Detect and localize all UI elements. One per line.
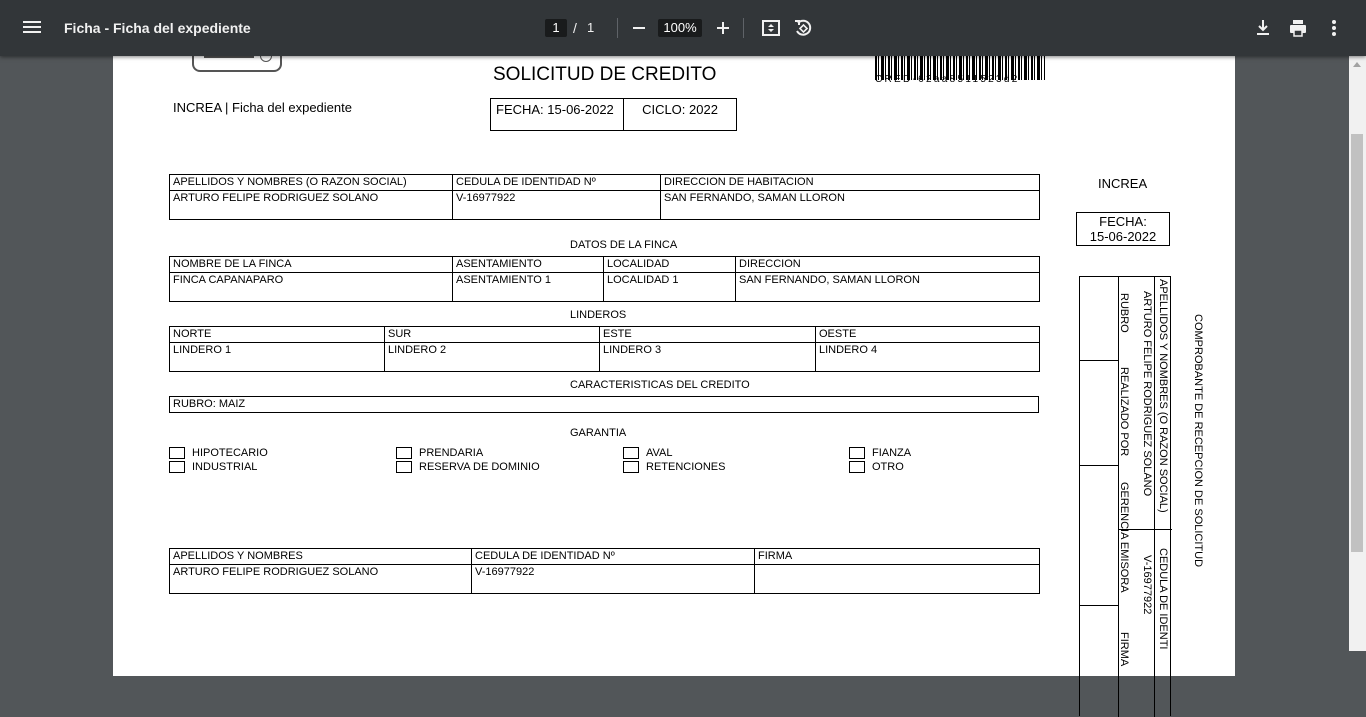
table-header: ESTE xyxy=(600,327,816,343)
table-cell: LOCALIDAD 1 xyxy=(604,273,736,302)
table-cell: LINDERO 3 xyxy=(600,343,816,372)
table-cell: SAN FERNANDO, SAMAN LLORON xyxy=(736,273,1040,302)
checkbox[interactable] xyxy=(623,461,639,473)
org-line: INCREA | Ficha del expediente xyxy=(173,100,352,115)
receipt-date-box xyxy=(1076,212,1170,246)
table-cell: LINDERO 2 xyxy=(385,343,600,372)
checkbox[interactable] xyxy=(396,447,412,459)
receipt-org: INCREA xyxy=(1098,176,1148,191)
table-cell: SAN FERNANDO, SAMAN LLORON xyxy=(661,191,1040,220)
download-icon[interactable] xyxy=(1252,17,1274,39)
receipt-gerencia-label: GERENCIA EMISORA xyxy=(1118,482,1130,593)
page-separator: / xyxy=(573,20,577,36)
divider xyxy=(1080,465,1118,466)
checkbox-label: RESERVA DE DOMINIO xyxy=(419,461,540,473)
table-cell: V-16977922 xyxy=(472,565,755,594)
checkbox-label: INDUSTRIAL xyxy=(192,461,258,473)
receipt-firma-label: FIRMA xyxy=(1118,632,1130,667)
print-icon[interactable] xyxy=(1287,17,1309,39)
table-cell: ASENTAMIENTO 1 xyxy=(453,273,604,302)
vertical-scrollbar[interactable] xyxy=(1349,56,1366,651)
checkbox-label: RETENCIONES xyxy=(646,461,726,473)
receipt-name-header: APELLIDOS Y NOMBRES (O RAZON SOCIAL) xyxy=(1157,279,1169,513)
section-title: DATOS DE LA FINCA xyxy=(570,239,678,251)
table-cell: V-16977922 xyxy=(453,191,661,220)
receipt-table xyxy=(1079,276,1171,716)
applicant-table xyxy=(169,174,1040,220)
total-pages: 1 xyxy=(587,20,595,35)
receipt-date-value: 15-06-2022 xyxy=(1089,229,1157,244)
table-cell xyxy=(755,565,1040,594)
table-header: DIRECCION DE HABITACION xyxy=(661,175,1040,191)
checkbox[interactable] xyxy=(169,461,185,473)
receipt-date-label: FECHA: xyxy=(1099,214,1147,229)
table-cell: ARTURO FELIPE RODRIGUEZ SOLANO xyxy=(170,565,472,594)
checkbox[interactable] xyxy=(623,447,639,459)
table-header: APELLIDOS Y NOMBRES xyxy=(170,549,472,565)
credit-table xyxy=(169,396,1039,413)
toolbar-divider xyxy=(617,18,618,38)
scroll-up-icon[interactable] xyxy=(1353,62,1361,67)
divider xyxy=(1154,277,1155,717)
checkbox[interactable] xyxy=(849,447,865,459)
table-cell: ARTURO FELIPE RODRIGUEZ SOLANO xyxy=(170,191,453,220)
table-cell: FINCA CAPANAPARO xyxy=(170,273,453,302)
ciclo-value: CICLO: 2022 xyxy=(642,102,718,117)
zoom-in-icon[interactable] xyxy=(714,19,732,37)
divider xyxy=(1080,605,1118,606)
rotate-icon[interactable] xyxy=(792,17,814,39)
document-title: Ficha - Ficha del expediente xyxy=(64,20,251,36)
toolbar-divider xyxy=(743,18,744,38)
table-header: FIRMA xyxy=(755,549,1040,565)
farm-table xyxy=(169,256,1040,302)
table-header: ASENTAMIENTO xyxy=(453,257,604,273)
document-heading: SOLICITUD DE CREDITO xyxy=(493,64,717,85)
table-header: CEDULA DE IDENTIDAD Nº xyxy=(472,549,755,565)
checkbox-label: PRENDARIA xyxy=(419,447,484,459)
pdf-page xyxy=(113,56,1235,676)
signature-table xyxy=(169,548,1040,594)
checkbox[interactable] xyxy=(849,461,865,473)
boundaries-table xyxy=(169,326,1040,372)
receipt-realizado-label: REALIZADO POR xyxy=(1118,367,1130,457)
table-header: NORTE xyxy=(170,327,385,343)
checkbox-label: HIPOTECARIO xyxy=(192,447,268,459)
receipt-name-value: ARTURO FELIPE RODRIGUEZ SOLANO xyxy=(1141,291,1153,497)
checkbox-label: OTRO xyxy=(872,461,904,473)
menu-icon[interactable] xyxy=(20,16,44,40)
fit-page-icon[interactable] xyxy=(760,17,782,39)
section-title: GARANTIA xyxy=(570,427,627,439)
table-cell: LINDERO 4 xyxy=(816,343,1040,372)
zoom-out-icon[interactable] xyxy=(630,19,648,37)
divider xyxy=(1080,360,1118,361)
table-cell: RUBRO: MAIZ xyxy=(170,397,1039,413)
receipt-cedula-header: CEDULA DE IDENTI xyxy=(1157,548,1169,650)
page-number-input[interactable]: 1 xyxy=(545,19,567,37)
date-cycle-box xyxy=(490,98,737,131)
table-header: APELLIDOS Y NOMBRES (O RAZON SOCIAL) xyxy=(170,175,453,191)
barcode-text: CRED-62aa8511523d2 xyxy=(875,74,1020,85)
receipt-title: COMPROBANTE DE RECEPCION DE SOLICITUD xyxy=(1192,314,1204,568)
table-cell: LINDERO 1 xyxy=(170,343,385,372)
table-header: DIRECCION xyxy=(736,257,1040,273)
table-header: OESTE xyxy=(816,327,1040,343)
checkbox[interactable] xyxy=(169,447,185,459)
receipt-cedula-value: V-16977922 xyxy=(1141,555,1153,615)
section-title: LINDEROS xyxy=(570,309,627,321)
pdf-toolbar xyxy=(0,0,1366,56)
table-header: SUR xyxy=(385,327,600,343)
fecha-value: FECHA: 15-06-2022 xyxy=(491,99,624,130)
table-header: LOCALIDAD xyxy=(604,257,736,273)
checkbox-label: FIANZA xyxy=(872,447,912,459)
section-title: CARACTERISTICAS DEL CREDITO xyxy=(570,379,750,391)
more-vert-icon[interactable] xyxy=(1323,17,1345,39)
checkbox[interactable] xyxy=(396,461,412,473)
table-header: NOMBRE DE LA FINCA xyxy=(170,257,453,273)
table-header: CEDULA DE IDENTIDAD Nº xyxy=(453,175,661,191)
zoom-level-input[interactable]: 100% xyxy=(658,19,702,37)
checkbox-label: AVAL xyxy=(646,447,673,459)
scrollbar-thumb[interactable] xyxy=(1351,134,1363,552)
receipt-rubro-label: RUBRO xyxy=(1118,293,1130,333)
